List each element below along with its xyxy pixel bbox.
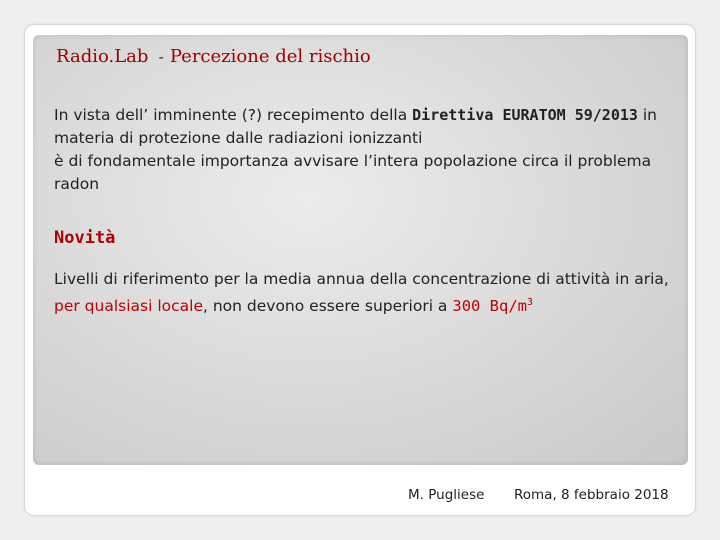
slide-title <box>56 46 371 67</box>
reference-value-number: 300 Bq/m <box>452 297 528 316</box>
intro-text-1: In vista dell’ imminente (?) recepimento della <box>54 106 413 124</box>
intro-text-2: in materia di protezione dalle radiazioni ionizzanti <box>54 106 657 147</box>
reference-levels-paragraph <box>54 268 674 318</box>
reference-text-2: , non devono essere superiori a <box>202 297 453 316</box>
title-dash: - <box>158 48 164 66</box>
footer-author: M. Pugliese <box>408 487 485 503</box>
novita-heading: Novità <box>54 228 116 248</box>
reference-value <box>452 297 533 315</box>
directive-name: Direttiva EURATOM 59/2013 <box>412 106 638 124</box>
title-subtitle: Percezione del rischio <box>169 46 371 67</box>
title-brand: Radio.Lab <box>56 46 149 67</box>
intro-paragraph <box>54 104 674 196</box>
content-panel <box>33 35 688 465</box>
reference-highlight: per qualsiasi locale <box>54 297 203 316</box>
reference-text-1: Livelli di riferimento per la media annua della concentrazione di attività in aria, <box>54 270 669 288</box>
footer-place-date: Roma, 8 febbraio 2018 <box>514 487 669 503</box>
intro-text-3: è di fondamentale importanza avvisare l’intera popolazione circa il problema radon <box>54 152 652 193</box>
reference-value-exponent: 3 <box>527 297 534 308</box>
